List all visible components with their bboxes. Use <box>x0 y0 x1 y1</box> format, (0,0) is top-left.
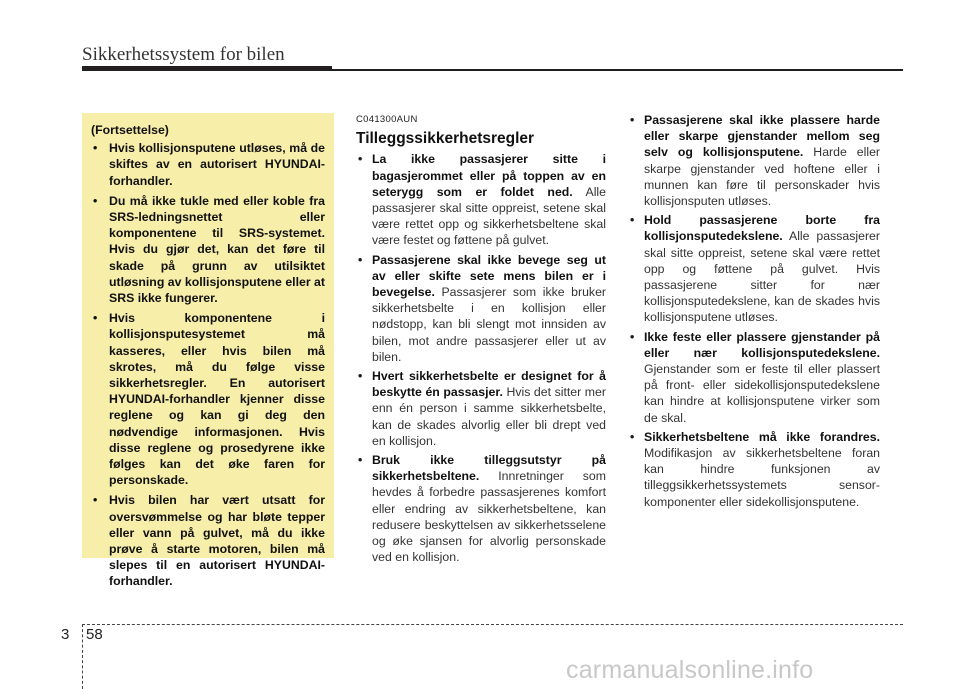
list-item <box>356 452 606 565</box>
list-item <box>628 329 880 426</box>
list-item <box>356 252 606 365</box>
item-body-text: Passasjerer som ikke bruker sikkerhetsbelte i en kollisjon eller nødstopp, kan bli slengt mot innsiden av bilen, mot andre passasjerer eller ut av bilen. <box>372 285 606 364</box>
middle-list <box>356 151 606 565</box>
item-body-text: Alle passasjerer skal sitte oppreist, setene skal være rettet opp og sikkerhetsbeltene skal være festet og føttene på gulvet. <box>372 184 606 248</box>
item-body-text: Hvis det sitter mer enn én person i samme sikkerhetsbelte, kan de skades alvorlig eller bli drept ved en kollisjon. <box>372 385 606 448</box>
page-number: 58 <box>86 626 103 643</box>
list-item <box>628 112 880 209</box>
middle-column <box>356 112 606 568</box>
item-bold-text: Ikke feste eller plassere gjenstander på eller nær kollisjonsputedekslene. <box>644 329 880 360</box>
warning-item: • Hvis komponentene i kollisjonsputesystemet må kasseres, eller hvis bilen må skrotes, må du følge visse sikkerhetsregler. En autorisert HYUNDAI-forhandler kjenner disse reglene og kan gi deg den nødvendige informasjonen. Hvis disse reglene og prosedyrene ikke følges kan det øke faren for personskade. <box>91 310 325 488</box>
warning-item: • Hvis bilen har vært utsatt for oversvømmelse og har bløte tepper eller vann på gulvet, må du ikke prøve å starte motoren, bilen må slepes til en autorisert HYUNDAI-forhandler. <box>91 492 325 589</box>
section-heading: Tilleggssikkerhetsregler <box>356 130 535 148</box>
list-item <box>356 151 606 248</box>
item-bold-text: Passasjerene skal ikke bevege seg ut av eller skifte sete mens bilen er i bevegelse. <box>372 252 606 300</box>
section-code: C041300AUN <box>356 114 418 125</box>
list-item <box>628 212 880 325</box>
warning-box <box>82 113 334 589</box>
item-bold-text: La ikke passasjerer sitte i bagasjerommet eller på toppen av en seterygg som er foldet ned. <box>372 152 606 199</box>
warning-continuation: (Fortsettelse) <box>91 123 169 137</box>
item-body-text: Gjenstander som er feste til eller plassert på front- eller sidekollisjonsputedekslene kan hindre at kollisjonsputene virker som de skal. <box>644 362 880 425</box>
warning-item: • Du må ikke tukle med eller koble fra SRS-ledningsnettet eller komponentene til SRS-systemet. Hvis du gjør det, kan det føre til skade på grunn av utilsiktet utløsning av kollisjonsputene eller at SRS ikke fungerer. <box>91 193 325 306</box>
watermark-text: carmanualsonline.info <box>566 656 814 684</box>
item-bold-text: Passasjerene skal ikke plassere harde eller skarpe gjenstander mellom seg selv og kollisjonsputene. <box>644 113 880 160</box>
page-header-title: Sikkerhetssystem for bilen <box>82 44 285 65</box>
item-body-text: Modifikasjon av sikkerhetsbeltene foran kan hindre funksjonen av tilleggsikkerhetssystemets sensor-komponenter eller sidekollisjonsputene. <box>644 446 880 509</box>
item-body-text: Innretninger som hevdes å forbedre passasjerenes komfort eller endring av sikkerhetsbeltene, kan redusere beskyttelsen av sikkerhetsselene og øke sjansen for alvorlig personskade ved en kollisjon. <box>372 469 606 565</box>
chapter-number: 3 <box>61 626 70 643</box>
item-bold-text: Hvert sikkerhetsbelte er designet for å beskytte én passasjer. <box>372 369 606 400</box>
header-rule-thick <box>82 66 332 71</box>
right-list <box>628 112 880 510</box>
warning-item: • Hvis kollisjonsputene utløses, må de skiftes av en autorisert HYUNDAI-forhandler. <box>91 140 325 189</box>
footer-divider <box>82 624 83 689</box>
list-item <box>356 368 606 449</box>
item-bold-text: Bruk ikke tilleggsutstyr på sikkerhetsbeltene. <box>372 453 606 484</box>
right-column <box>628 112 880 513</box>
list-item <box>628 429 880 510</box>
footer-rule <box>82 624 903 625</box>
warning-list <box>91 140 325 589</box>
item-body-text: Alle passasjerer skal sitte oppreist, setene skal være rettet opp og føttene på gulvet. Hvis passasjerene sitter for nær kollisjonsputedekslene, kan de skades hvis kollisjonsputene utløses. <box>644 229 880 325</box>
item-bold-text: Sikkerhetsbeltene må ikke forandres. <box>644 429 880 444</box>
item-body-text: Harde eller skarpe gjenstander ved hoftene eller i munnen kan føre til personskader hvis kollisjonsputen utløses. <box>644 145 881 209</box>
item-bold-text: Hold passasjerene borte fra kollisjonsputedekslene. <box>644 213 880 244</box>
header-rule-thin <box>332 69 903 71</box>
